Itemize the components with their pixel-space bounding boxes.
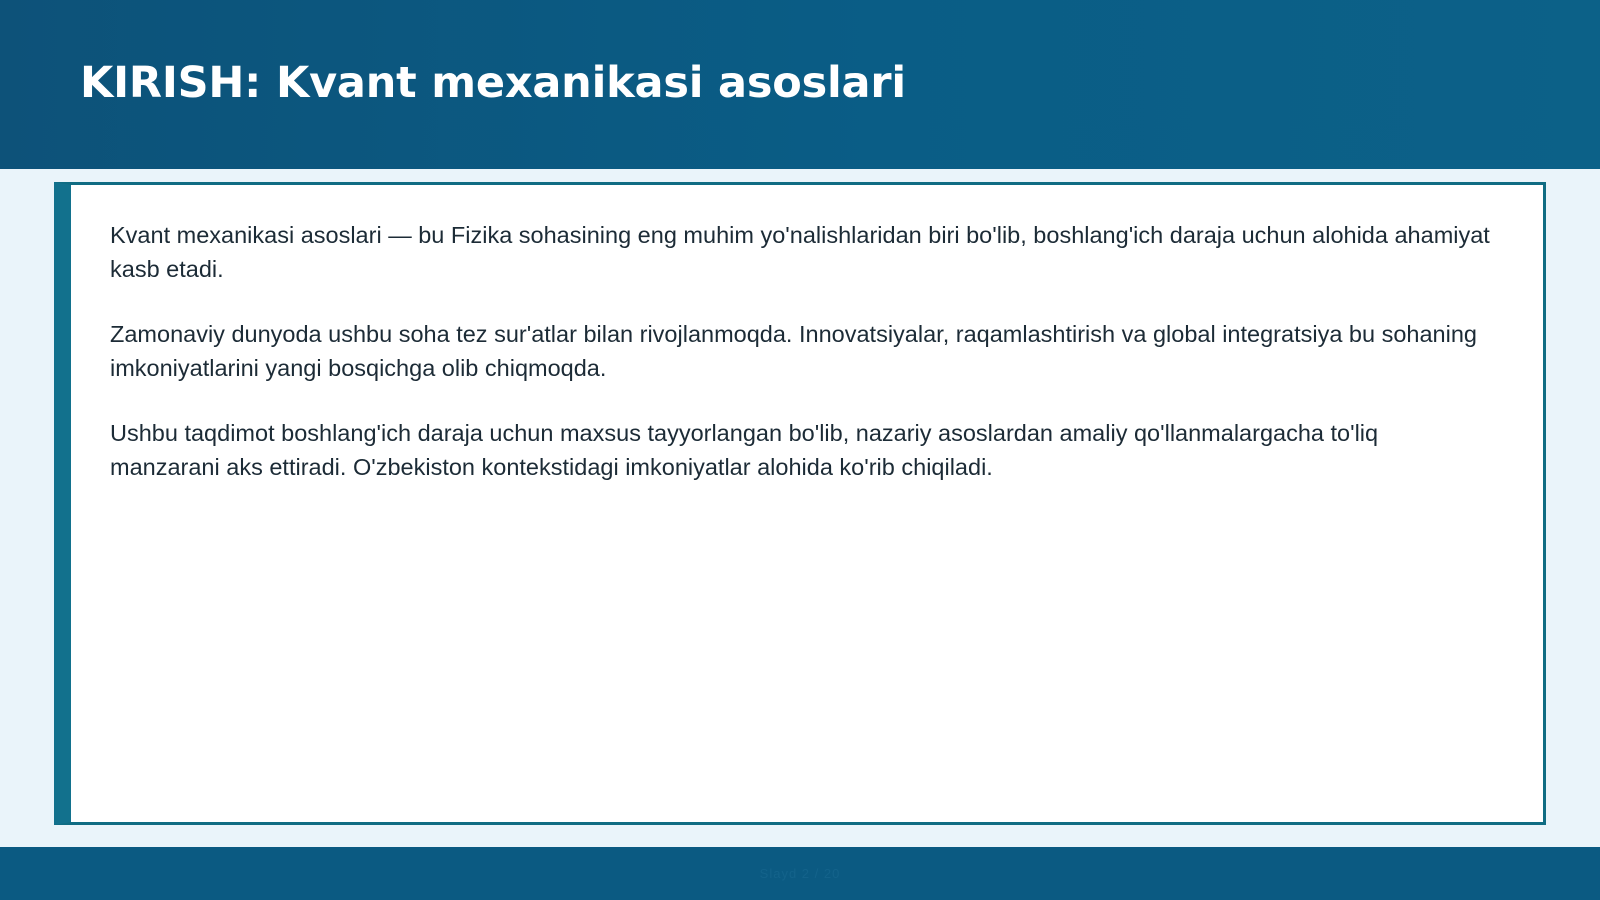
paragraph-intro: Kvant mexanikasi asoslari — bu Fizika sohasining eng muhim yo'nalishlaridan biri bo'lib, boshlang'ich daraja uchun alohida ahamiyat kasb etadi. xyxy=(110,222,1490,282)
paragraph-presentation-scope: Ushbu taqdimot boshlang'ich daraja uchun maxsus tayyorlangan bo'lib, nazariy asoslardan amaliy qo'llanmalargacha to'liq manzarani aks ettiradi. O'zbekiston kontekstidagi imkoniyatlar alohida ko'rib chiqiladi. xyxy=(110,420,1379,480)
content-card xyxy=(54,182,1546,825)
slide-footer xyxy=(0,847,1600,900)
slide-number: Slayd 2 / 20 xyxy=(759,866,841,881)
paragraph-modern-world: Zamonaviy dunyoda ushbu soha tez sur'atlar bilan rivojlanmoqda. Innovatsiyalar, raqamlashtirish va global integratsiya bu sohaning imkoniyatlarini yangi bosqichga olib chiqmoqda. xyxy=(110,321,1477,381)
slide-title: KIRISH: Kvant mexanikasi asoslari xyxy=(80,57,906,108)
slide-header xyxy=(0,0,1600,169)
